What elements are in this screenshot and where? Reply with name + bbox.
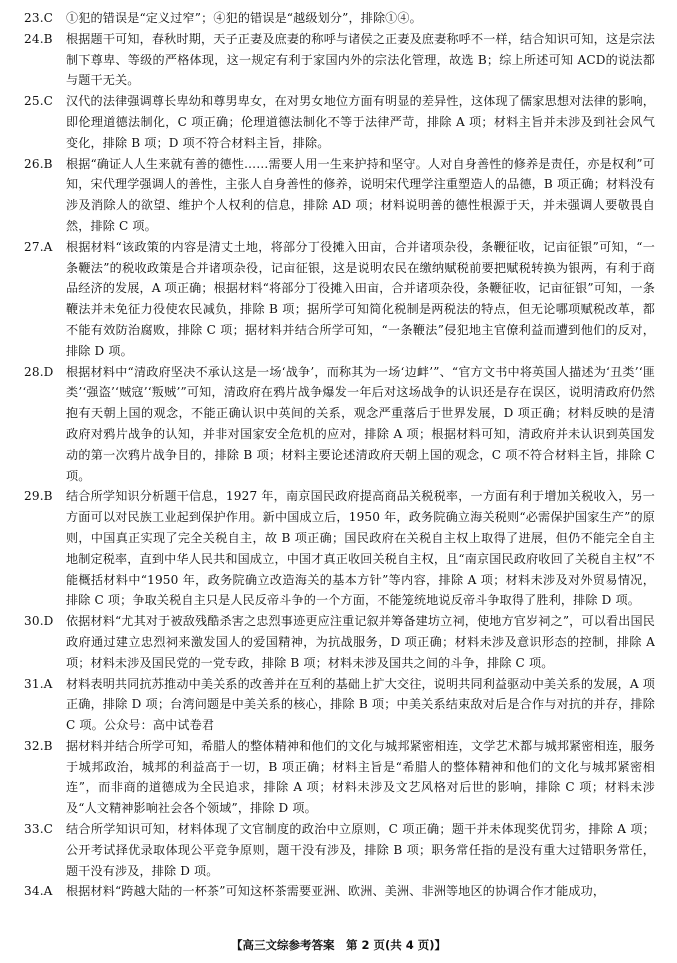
question-number: 34.A	[24, 884, 53, 899]
question-explanation: ①犯的错误是“定义过窄”；④犯的错误是“越级划分”，排除①④。	[66, 11, 422, 25]
question-23	[24, 8, 655, 29]
question-number: 31.A	[24, 676, 53, 691]
question-34	[24, 881, 655, 902]
question-number: 27.A	[24, 239, 53, 254]
question-explanation: 结合所学知识可知，材料体现了文官制度的政治中立原则，C 项正确；题干并未体现奖优罚劣，排除 A 项；公开考试择优录取体现公平竞争原则，题干没有涉及，排除 B 项；职务常任指的是没有重大过错职务常任，题干没有涉及，排除 D 项。	[66, 822, 655, 878]
question-number: 32.B	[24, 738, 53, 753]
question-27	[24, 237, 655, 362]
question-29	[24, 486, 655, 611]
question-25	[24, 91, 655, 153]
question-explanation: 材料表明共同抗苏推动中美关系的改善并在互利的基础上扩大交往，说明共同利益驱动中美关系的发展，A 项正确，排除 D 项；台湾问题是中美关系的核心，排除 B 项；中美关系结束敌对后是合作与对抗的并存，排除 C 项。公众号：高中试卷君	[66, 676, 655, 733]
question-number: 28.D	[24, 364, 54, 379]
question-number: 24.B	[24, 31, 53, 46]
question-33	[24, 819, 655, 881]
question-explanation: 结合所学知识分析题干信息，1927 年，南京国民政府提高商品关税税率，一方面有利于增加关税收入，另一方面可以对民族工业起到保护作用。新中国成立后，1950 年，政务院确立海关税则“必需保护国家生产”的原则，中国真正实现了完全关税自主，故 B 项正确；国民政府在关税自主权上取得了进展，但仍不能完全自主地制定税率，直到中华人民共和国成立，中国才真正收回关税自主权，且“南京国民政府收回了关税自主权”不能概括材料中“1950 年，政务院确立改造海关的基本方针”等内容，排除 A 项；材料未涉及对外贸易情况，排除 C 项；争取关税自主只是人民反帝斗争的一个方面，不能笼统地说反帝斗争取得了胜利，排除 D 项。	[66, 489, 655, 608]
question-explanation: 根据题干可知，春秋时期，天子正妻及庶妻的称呼与诸侯之正妻及庶妻称呼不一样，结合知识可知，这是宗法制下尊卑、等级的严格体现，这一规定有利于家国内外的宗法化管理，故选 B；综上所述可知 ACD的说法都与题干无关。	[66, 31, 655, 88]
question-24	[24, 29, 655, 91]
question-explanation: 根据“确证人人生来就有善的德性……需要人用一生来护持和坚守。人对自身善性的修养是责任，亦是权利”可知，宋代理学强调人的善性，主张人自身善性的修养，说明宋代理学注重塑造人的品德，B 项正确；材料没有涉及消除人的欲望、维护个人权利的信息，排除 AD 项；材料说明善的德性根源于天，并未强调人要敬畏自然，排除 C 项。	[66, 156, 655, 233]
question-31	[24, 674, 655, 736]
question-explanation: 根据材料“该政策的内容是清丈土地，将部分丁役摊入田亩，合并诸项杂役，条鞭征收，记亩征银”可知，“一条鞭法”的税收政策是合并诸项杂役，记亩征银，这是说明农民在缴纳赋税前要把赋税转换为银两，有利于商品经济的发展，A 项正确；根据材料“将部分丁役摊入田亩，合并诸项杂役，条鞭征收，记亩征银”可知，一条鞭法并未免征力役使农民减负，排除 B 项；据所学可知简化税制是两税法的特点，但无论哪项赋税改革，都不能有效防治腐败，排除 C 项；据材料并结合所学可知，“一条鞭法”侵犯地主官僚利益而遭到他们的反对，排除 D 项。	[66, 239, 655, 358]
question-number: 33.C	[24, 822, 54, 837]
question-explanation: 依据材料“尤其对于被敌残酷杀害之忠烈事迹更应注重记叙并筹备建坊立祠，使地方官岁祠之”，可以看出国民政府通过建立忠烈祠来激发国人的爱国精神，为抗战服务，D 项正确；材料未涉及意识形态的控制，排除 A 项；材料未涉及国民党的一党专政，排除 B 项；材料未涉及国共之间的斗争，排除 C 项。	[66, 614, 655, 670]
question-number: 23.C	[24, 11, 54, 25]
question-26	[24, 154, 655, 237]
question-explanation: 汉代的法律强调尊长卑幼和尊男卑女，在对男女地位方面有明显的差异性，这体现了儒家思想对法律的影响，即伦理道德法制化，C 项正确；伦理道德法制化不等于法律严苛，排除 A 项；材料主旨并未涉及到社会风气变化，排除 B 项；D 项不符合材料主旨，排除。	[66, 94, 655, 150]
question-30	[24, 611, 655, 673]
question-number: 29.B	[24, 489, 53, 504]
question-number: 30.D	[24, 614, 54, 629]
question-28	[24, 362, 655, 487]
question-explanation: 据材料并结合所学可知，希腊人的整体精神和他们的文化与城邦紧密相连，文学艺术都与城邦紧密相连，服务于城邦政治，城邦的利益高于一切，B 项正确；材料主旨是“希腊人的整体精神和他们的文化与城邦紧密相连”，而非商的道德成为全民追求，排除 A 项；材料未涉及文艺风格对后世的影响，排除 C 项；材料未涉及“人文精神影响社会各个领域”，排除 D 项。	[66, 738, 655, 816]
question-explanation: 根据材料中“清政府坚决不承认这是一场‘战争’，而称其为一场‘边衅’”、“官方文书中将英国人描述为‘丑类’‘匪类’‘强盗’‘贼寇’‘叛贼’”可知，清政府在鸦片战争爆发一年后对这场战争的认识还是存在误区，说明清政府仍然抱有天朝上国的观念，不能正确认识中英间的关系，观念严重落后于世界发展，D 项正确；材料反映的是清政府对鸦片战争的认知，并非对国家安全危机的应对，排除 A 项；根据材料可知，清政府并未认识到英国发动的第一次鸦片战争目的，排除 B 项；材料主要论述清政府天朝上国的观念，C 项不符合材料主旨，排除 C 项。	[66, 364, 655, 483]
page-footer: 【高三文综参考答案 第 2 页(共 4 页)】	[230, 938, 447, 952]
question-number: 25.C	[24, 94, 54, 109]
question-number: 26.B	[24, 156, 53, 171]
question-32	[24, 736, 655, 819]
question-explanation: 根据材料“跨越大陆的一杯茶”可知这杯茶需要亚洲、欧洲、美洲、非洲等地区的协调合作才能成功，	[66, 884, 606, 899]
